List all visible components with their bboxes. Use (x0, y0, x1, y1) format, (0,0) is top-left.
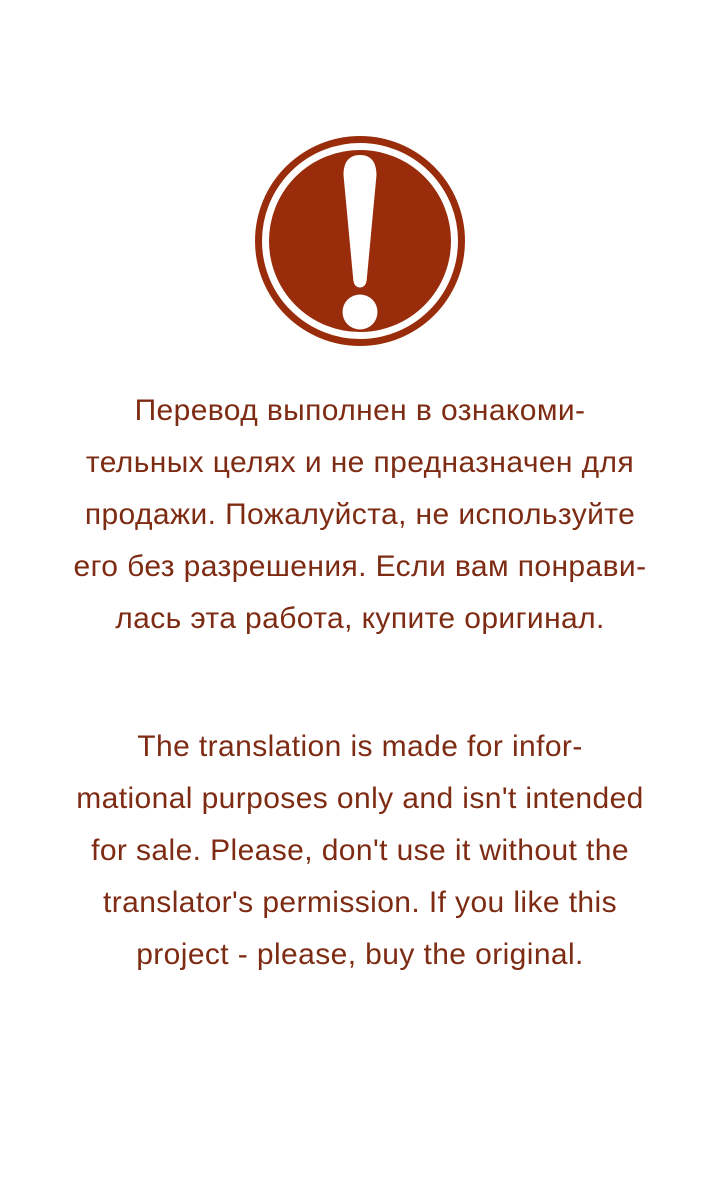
warning-exclamation-icon-svg (252, 133, 468, 349)
russian-disclaimer-line-2: тельных целях и не предназначен для (85, 446, 635, 479)
english-disclaimer-paragraph (40, 721, 680, 981)
english-disclaimer-line-1: The translation is made for infor- (137, 730, 583, 763)
russian-disclaimer-line-4: его без разрешения. Если вам понрави- (73, 550, 647, 583)
russian-disclaimer-line-5: лась эта работа, купите оригинал. (115, 602, 605, 635)
english-disclaimer-line-5: project - please, buy the original. (136, 938, 584, 971)
english-disclaimer-line-3: for sale. Please, don't use it without the (91, 834, 629, 867)
english-disclaimer-line-2: mational purposes only and isn't intended (76, 782, 644, 815)
russian-disclaimer-line-1: Перевод выполнен в ознакоми- (134, 394, 586, 427)
warning-exclamation-icon (252, 133, 468, 349)
russian-disclaimer-line-3: продажи. Пожалуйста, не используйте (84, 498, 636, 531)
english-disclaimer-line-4: translator's permission. If you like this (103, 886, 617, 919)
russian-disclaimer-paragraph (40, 385, 680, 645)
